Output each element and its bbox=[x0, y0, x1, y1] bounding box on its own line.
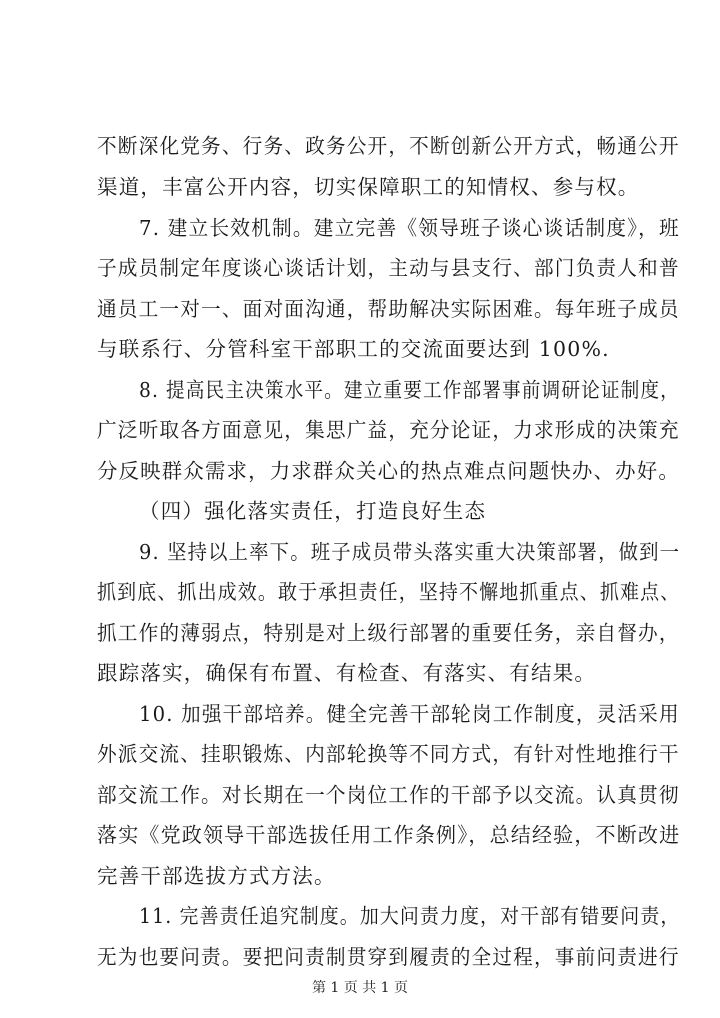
text-line: 外派交流、挂职锻炼、内部轮换等不同方式，有针对性地推行干 bbox=[97, 742, 680, 766]
text-line: 11. 完善责任追究制度。加大问责力度，对干部有错要问责， bbox=[139, 904, 681, 928]
section-heading: （四）强化落实责任，打造良好生态 bbox=[139, 499, 487, 523]
text-line: 无为也要问责。要把问责制贯穿到履责的全过程，事前问责进行 bbox=[97, 945, 680, 969]
text-line: 与联系行、分管科室干部职工的交流面要达到 100%. bbox=[97, 337, 610, 361]
text-line: 9. 坚持以上率下。班子成员带头落实重大决策部署，做到一 bbox=[139, 540, 681, 564]
text-line: 部交流工作。对长期在一个岗位工作的干部予以交流。认真贯彻 bbox=[97, 783, 680, 807]
text-line: 跟踪落实，确保有布置、有检查、有落实、有结果。 bbox=[97, 661, 597, 685]
text-line: 子成员制定年度谈心谈话计划，主动与县支行、部门负责人和普 bbox=[97, 256, 680, 280]
page-footer: 第 1 页 共 1 页 bbox=[311, 980, 409, 996]
text-line: 不断深化党务、行务、政务公开，不断创新公开方式，畅通公开 bbox=[97, 134, 680, 158]
text-line: 通员工一对一、面对面沟通，帮助解决实际困难。每年班子成员 bbox=[97, 297, 680, 321]
text-line: 分反映群众需求，力求群众关心的热点难点问题快办、办好。 bbox=[97, 459, 680, 483]
text-line: 落实《党政领导干部选拔任用工作条例》，总结经验，不断改进 bbox=[97, 823, 681, 847]
text-line: 10. 加强干部培养。健全完善干部轮岗工作制度，灵活采用 bbox=[139, 702, 680, 726]
text-line: 渠道，丰富公开内容，切实保障职工的知情权、参与权。 bbox=[97, 175, 640, 199]
text-line: 完善干部选拔方式方法。 bbox=[97, 864, 336, 888]
text-line: 抓到底、抓出成效。敢于承担责任，坚持不懈地抓重点、抓难点、 bbox=[97, 580, 681, 604]
text-line: 抓工作的薄弱点，特别是对上级行部署的重要任务，亲自督办， bbox=[97, 621, 680, 645]
text-line: 7. 建立长效机制。建立完善《领导班子谈心谈话制度》，班 bbox=[139, 216, 680, 240]
text-line: 广泛听取各方面意见，集思广益，充分论证，力求形成的决策充 bbox=[97, 418, 680, 442]
text-line: 8. 提高民主决策水平。建立重要工作部署事前调研论证制度， bbox=[139, 378, 680, 402]
